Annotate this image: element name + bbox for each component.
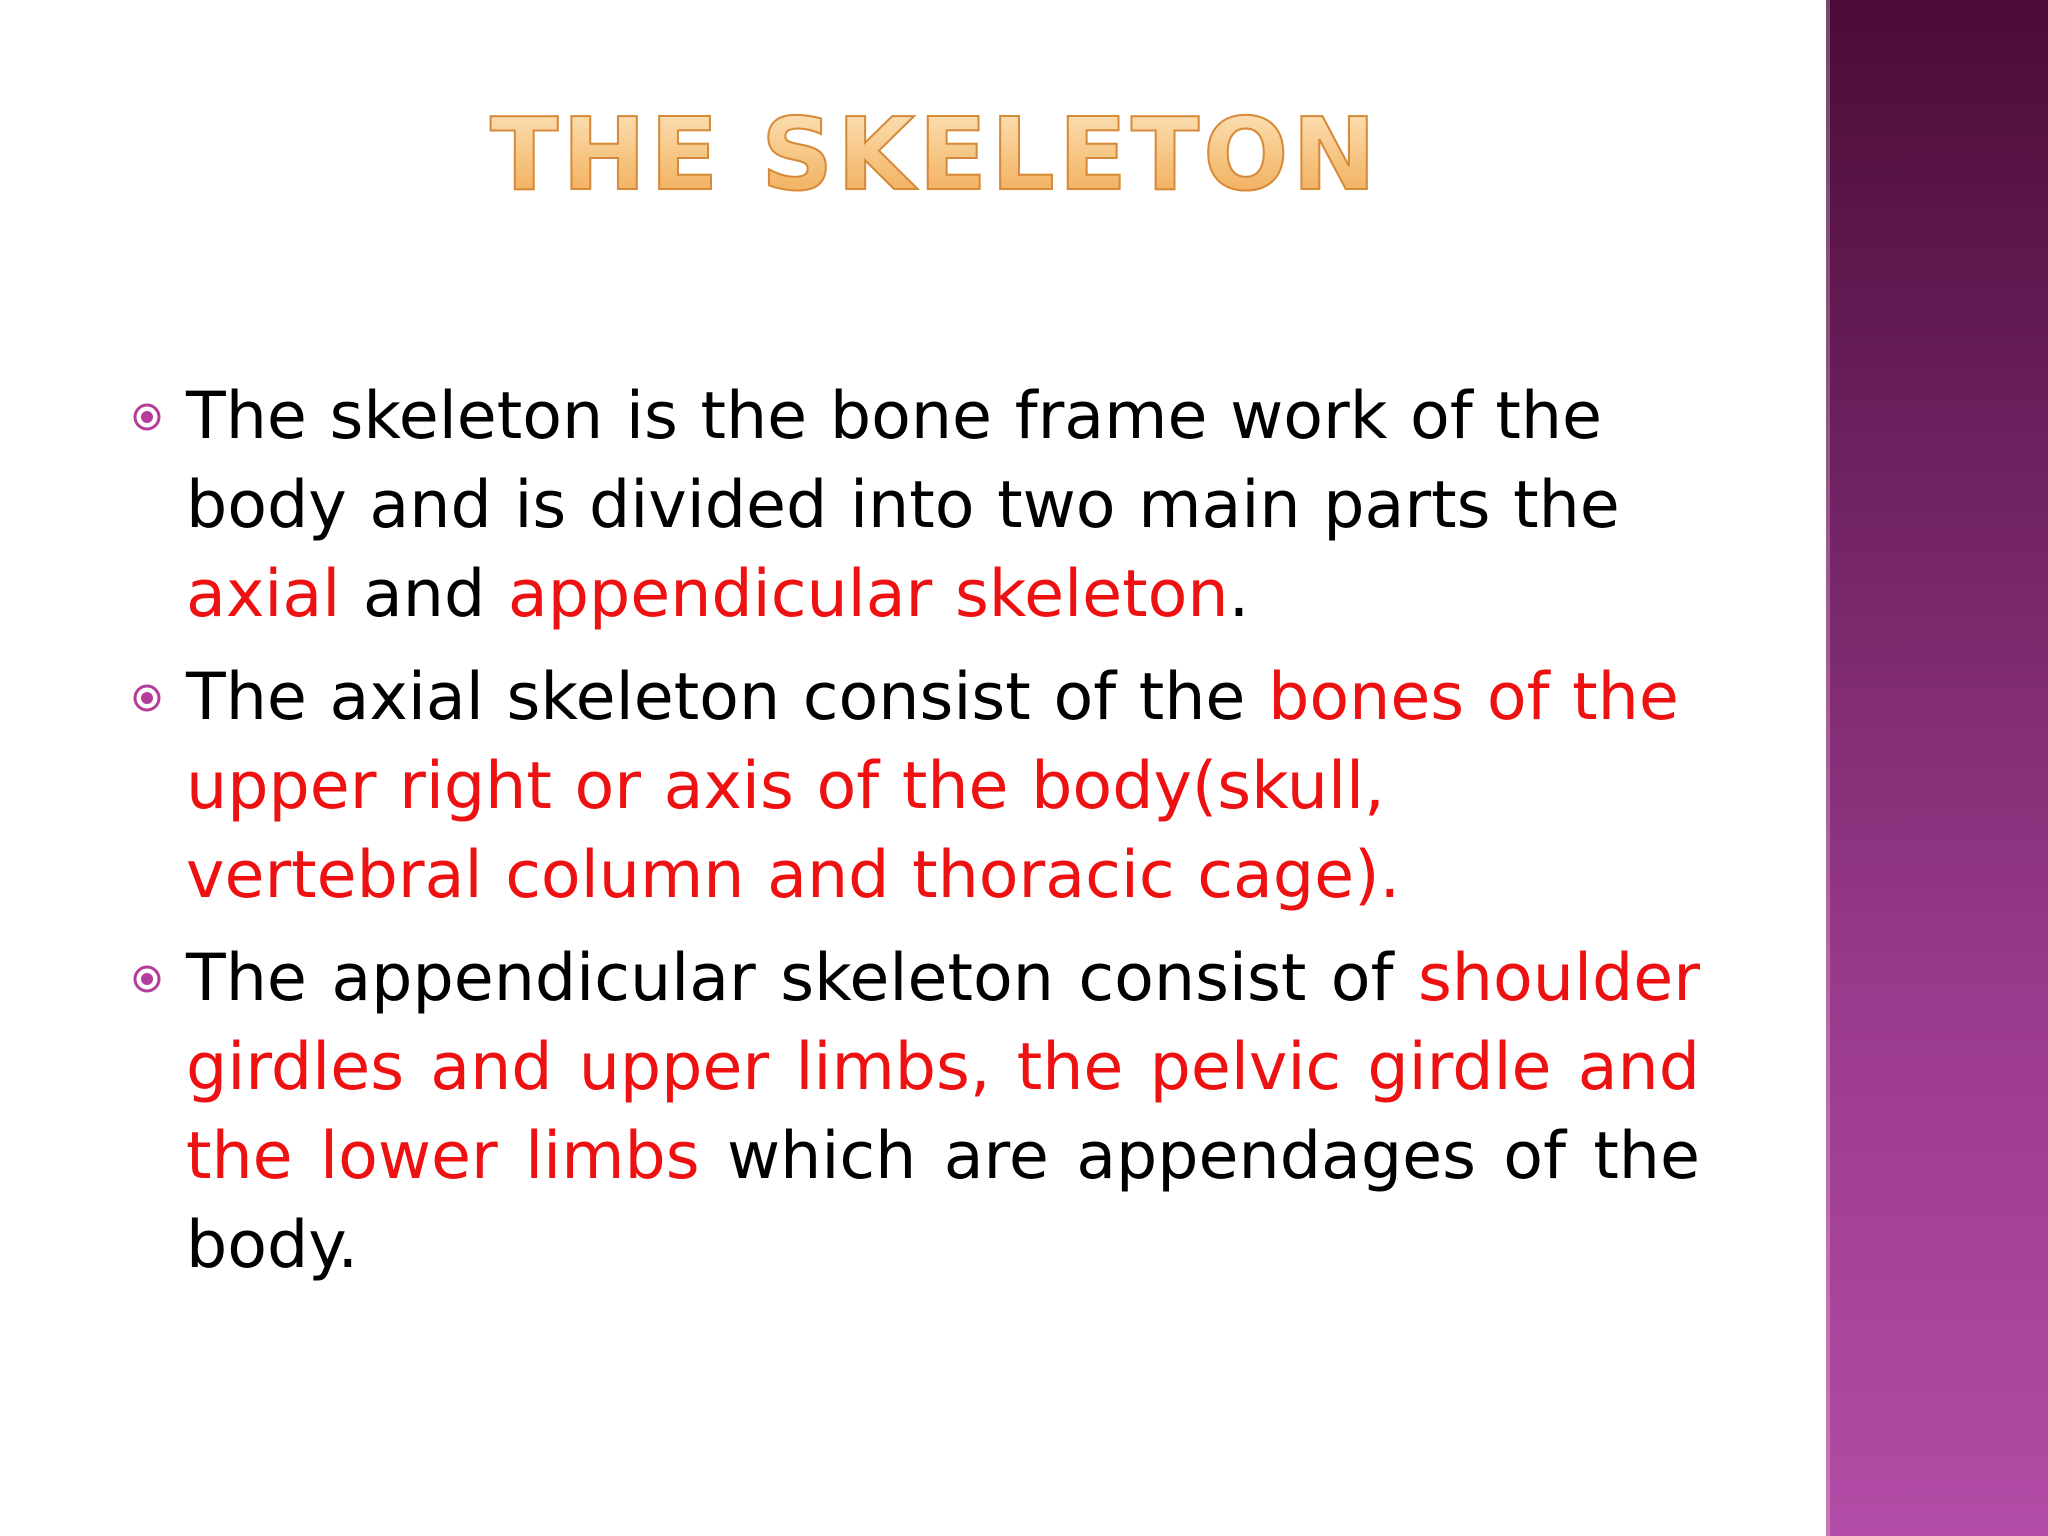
bullet-item [130, 372, 1700, 639]
circled-dot-icon [132, 964, 162, 994]
bullet-text: The appendicular skeleton consist of [186, 941, 1418, 1016]
circled-dot-icon [132, 683, 162, 713]
bullet-item [130, 934, 1700, 1290]
bullet-item [130, 653, 1700, 920]
circled-dot-icon [132, 402, 162, 432]
bullet-list [130, 372, 1700, 1304]
highlight-term: bones of the upper right or axis of the body(skull, vertebral column and thoracic cage). [186, 660, 1679, 913]
bullet-text: which are appendages of the body. [186, 1119, 1700, 1283]
highlight-term: appendicular skeleton [507, 557, 1229, 632]
bullet-text: The skeleton is the bone frame work of the body and is divided into two main parts the [186, 379, 1620, 543]
highlight-term: shoulder girdles and upper limbs, the pelvic girdle and the lower limbs [186, 941, 1700, 1194]
bullet-text: and [340, 557, 508, 632]
bullet-text: . [1228, 557, 1250, 632]
decorative-side-band [1826, 0, 2048, 1536]
slide-title: THE SKELETON [0, 100, 1870, 210]
bullet-text: The axial skeleton consist of the [186, 660, 1269, 735]
highlight-term: axial [186, 557, 341, 632]
